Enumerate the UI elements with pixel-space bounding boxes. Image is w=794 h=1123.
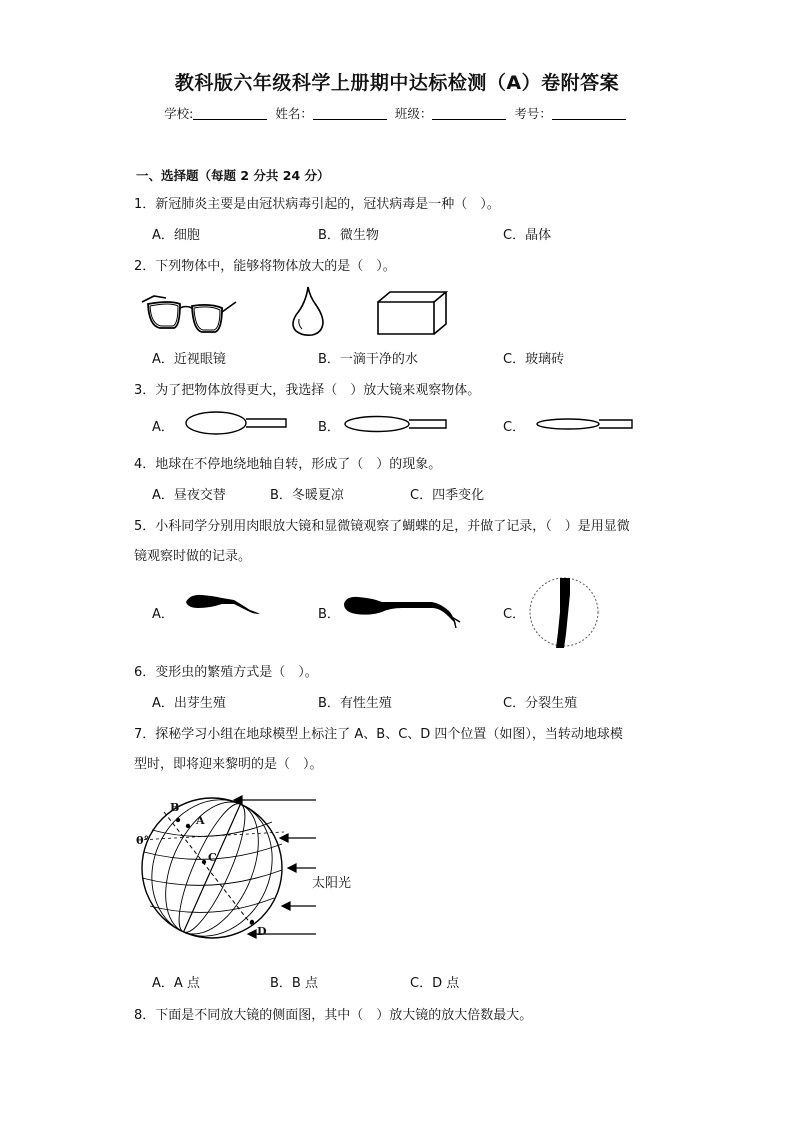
q2-option-a[interactable]: A．近视眼镜 [152,352,226,367]
q4-option-b[interactable]: B．冬暖夏凉 [270,488,344,503]
q6-option-a[interactable]: A．出芽生殖 [152,696,226,711]
section-heading: 一、选择题（每题 2 分共 24 分） [136,168,330,183]
question-7-stem-line1: 7．探秘学习小组在地球模型上标注了 A、B、C、D 四个位置（如图），当转动地球模 [134,727,623,742]
q5-option-c[interactable]: C． [503,607,526,622]
q3-option-b[interactable]: B． [318,420,340,435]
name-label: 姓名： [275,106,313,121]
question-4-stem: 4．地球在不停地绕地轴自转，形成了（ ）的现象。 [134,457,442,472]
q6-option-b[interactable]: B．有性生殖 [318,696,392,711]
class-blank[interactable] [432,107,506,120]
student-info-line [0,104,794,122]
magnifier-c-figure [536,414,636,436]
q6-option-c[interactable]: C．分裂生殖 [503,696,578,711]
glasses-figure [140,290,240,338]
point-b-label: B [170,801,180,814]
q1-option-a[interactable]: A．细胞 [152,228,200,243]
q2-option-c[interactable]: C．玻璃砖 [503,352,565,367]
name-blank[interactable] [313,107,387,120]
school-label: 学校: [164,106,194,121]
document-title: 教科版六年级科学上册期中达标检测（A）卷附答案 [174,72,620,94]
q1-option-c[interactable]: C．晶体 [503,228,552,243]
q7-option-c[interactable]: C．D 点 [410,976,460,991]
q4-option-a[interactable]: A．昼夜交替 [152,488,226,503]
question-5-stem-line2: 镜观察时做的记录。 [134,549,252,564]
point-c-label: C [208,851,217,864]
class-label: 班级： [394,106,433,121]
zero-degree-label: 0° [136,834,150,847]
butterfly-leg-a-figure [184,592,264,618]
question-1-stem: 1．新冠肺炎主要是由冠状病毒引起的，冠状病毒是一种（ ）。 [134,197,500,212]
q3-option-c[interactable]: C． [503,420,526,435]
point-d-label: D [257,925,267,938]
q5-option-b[interactable]: B． [318,607,340,622]
water-drop-figure [288,285,328,337]
magnifier-b-figure [344,412,450,436]
q4-option-c[interactable]: C．四季变化 [410,488,485,503]
q3-option-a[interactable]: A． [152,420,174,435]
school-blank[interactable] [193,107,267,120]
butterfly-leg-b-figure [342,594,464,632]
q1-option-b[interactable]: B．微生物 [318,228,379,243]
glass-brick-figure [376,290,448,336]
question-7-stem-line2: 型时，即将迎来黎明的是（ ）。 [134,757,323,772]
point-a-label: A [196,814,205,827]
question-5-stem-line1: 5．小科同学分别用肉眼放大镜和显微镜观察了蝴蝶的足，并做了记录，（ ）是用显微 [134,519,630,534]
question-3-stem: 3．为了把物体放得更大，我选择（ ）放大镜来观察物体。 [134,383,481,398]
q5-option-a[interactable]: A． [152,607,174,622]
microscope-view-figure [528,574,600,650]
exam-number-label: 考号： [514,106,552,121]
q7-option-b[interactable]: B．B 点 [270,976,318,991]
q7-option-a[interactable]: A．A 点 [152,976,200,991]
sunlight-label: 太阳光 [312,876,352,891]
question-8-stem: 8．下面是不同放大镜的侧面图，其中（ ）放大镜的放大倍数最大。 [134,1008,533,1023]
q2-option-b[interactable]: B．一滴干净的水 [318,352,418,367]
exam-number-blank[interactable] [552,107,626,120]
question-2-stem: 2．下列物体中，能够将物体放大的是（ ）。 [134,259,396,274]
magnifier-a-figure [184,410,290,436]
question-6-stem: 6．变形虫的繁殖方式是（ ）。 [134,665,318,680]
